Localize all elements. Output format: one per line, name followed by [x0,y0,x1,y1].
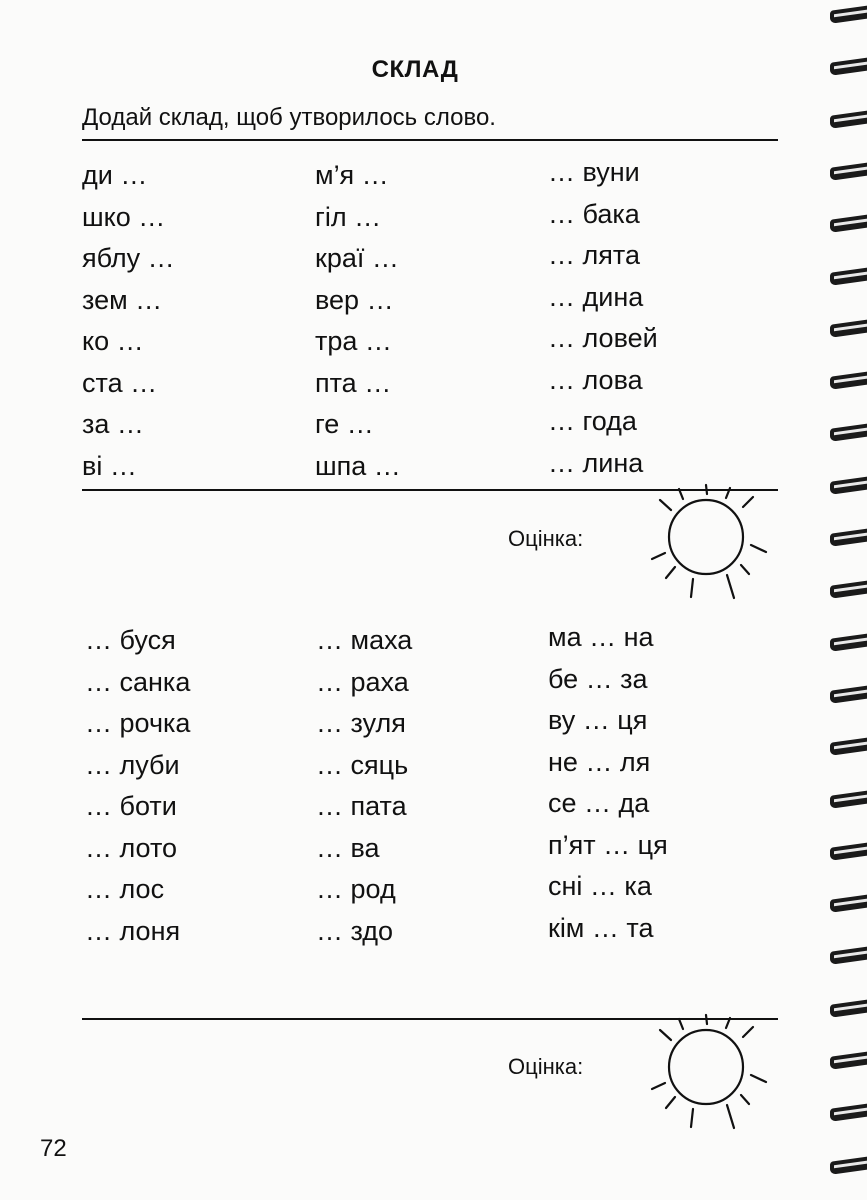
word-item: … раха [316,666,409,697]
spiral-ring [830,790,867,809]
word-item: … бака [548,198,640,229]
section1-column-1 [82,155,175,487]
spiral-ring [830,1051,867,1070]
spiral-ring [830,999,867,1018]
word-item: м’я … [315,160,389,190]
section1-column-2 [315,155,401,487]
spiral-ring [830,371,867,390]
word-item: кім … та [548,912,654,943]
spiral-ring [830,947,867,966]
word-item: краї … [315,243,399,273]
spiral-ring [830,894,867,913]
word-item: вер … [315,284,394,315]
word-item: … боти [85,791,177,821]
spiral-ring [830,1103,867,1122]
spiral-ring [830,685,867,704]
spiral-ring [830,162,867,181]
word-item: … буся [85,625,176,655]
spiral-ring [830,424,867,443]
spiral-ring [830,1156,867,1175]
grade-label: Оцінка: [508,526,584,551]
word-item: ві … [82,450,137,481]
spiral-ring [830,267,867,286]
word-item: ге … [315,409,374,439]
word-item: … санка [85,666,191,697]
word-item: … лото [85,832,178,863]
word-item: … ловей [548,323,658,353]
spiral-binding [822,0,867,1200]
word-item: … ва [316,832,380,863]
word-item: … лова [548,364,643,395]
word-item: … рочка [85,708,191,738]
spiral-ring [830,110,867,129]
exercise-instruction: Додай склад, щоб утворилось слово. [82,104,496,131]
grade-label: Оцінка: [508,1054,584,1079]
page-number: 72 [40,1135,67,1162]
word-item: яблу … [82,243,175,273]
word-item: тра … [315,326,392,356]
word-item: ву … ця [548,705,648,735]
page-title: СКЛАД [371,56,459,83]
section2-column-2 [316,620,412,952]
word-item: шко … [82,201,166,232]
word-item: … года [548,406,637,436]
sun-icon [638,1005,768,1135]
spiral-ring [830,319,867,338]
word-item: … лос [85,874,165,904]
spiral-ring [830,214,867,233]
word-item: за … [82,409,144,439]
word-item: не … ля [548,746,651,777]
word-item: … луби [85,749,180,780]
spiral-ring [830,633,867,652]
section2-column-3 [548,617,668,949]
word-item: ма … на [548,622,654,652]
word-item: … лина [548,447,644,478]
spiral-ring [830,528,867,547]
word-item: … вуни [548,157,640,187]
spiral-ring [830,842,867,861]
word-item: … лоня [85,915,181,946]
word-item: сні … ка [548,871,652,901]
word-item: пта … [315,367,392,398]
word-item: п’ят … ця [548,829,668,860]
word-item: ди … [82,160,148,190]
section2-column-1 [85,620,190,952]
word-item: … зуля [316,708,406,738]
word-item: ста … [82,367,158,398]
word-item: … сяць [316,749,409,780]
word-item: се … да [548,788,650,818]
word-item: … здо [316,915,394,946]
spiral-ring [830,5,867,24]
spiral-ring [830,57,867,76]
word-item: ко … [82,326,144,356]
word-item: … пата [316,791,407,821]
word-item: бе … за [548,663,648,694]
word-item: … лята [548,240,640,270]
word-item: шпа … [315,450,401,481]
sun-icon [638,475,768,605]
divider-top [82,139,778,141]
section1-column-3 [548,152,658,484]
spiral-ring [830,737,867,756]
spiral-ring [830,476,867,495]
word-item: … дина [548,281,644,312]
word-item: зем … [82,284,163,315]
word-item: … род [316,874,396,904]
word-item: гіл … [315,201,382,232]
word-item: … маха [316,625,413,655]
spiral-ring [830,580,867,599]
